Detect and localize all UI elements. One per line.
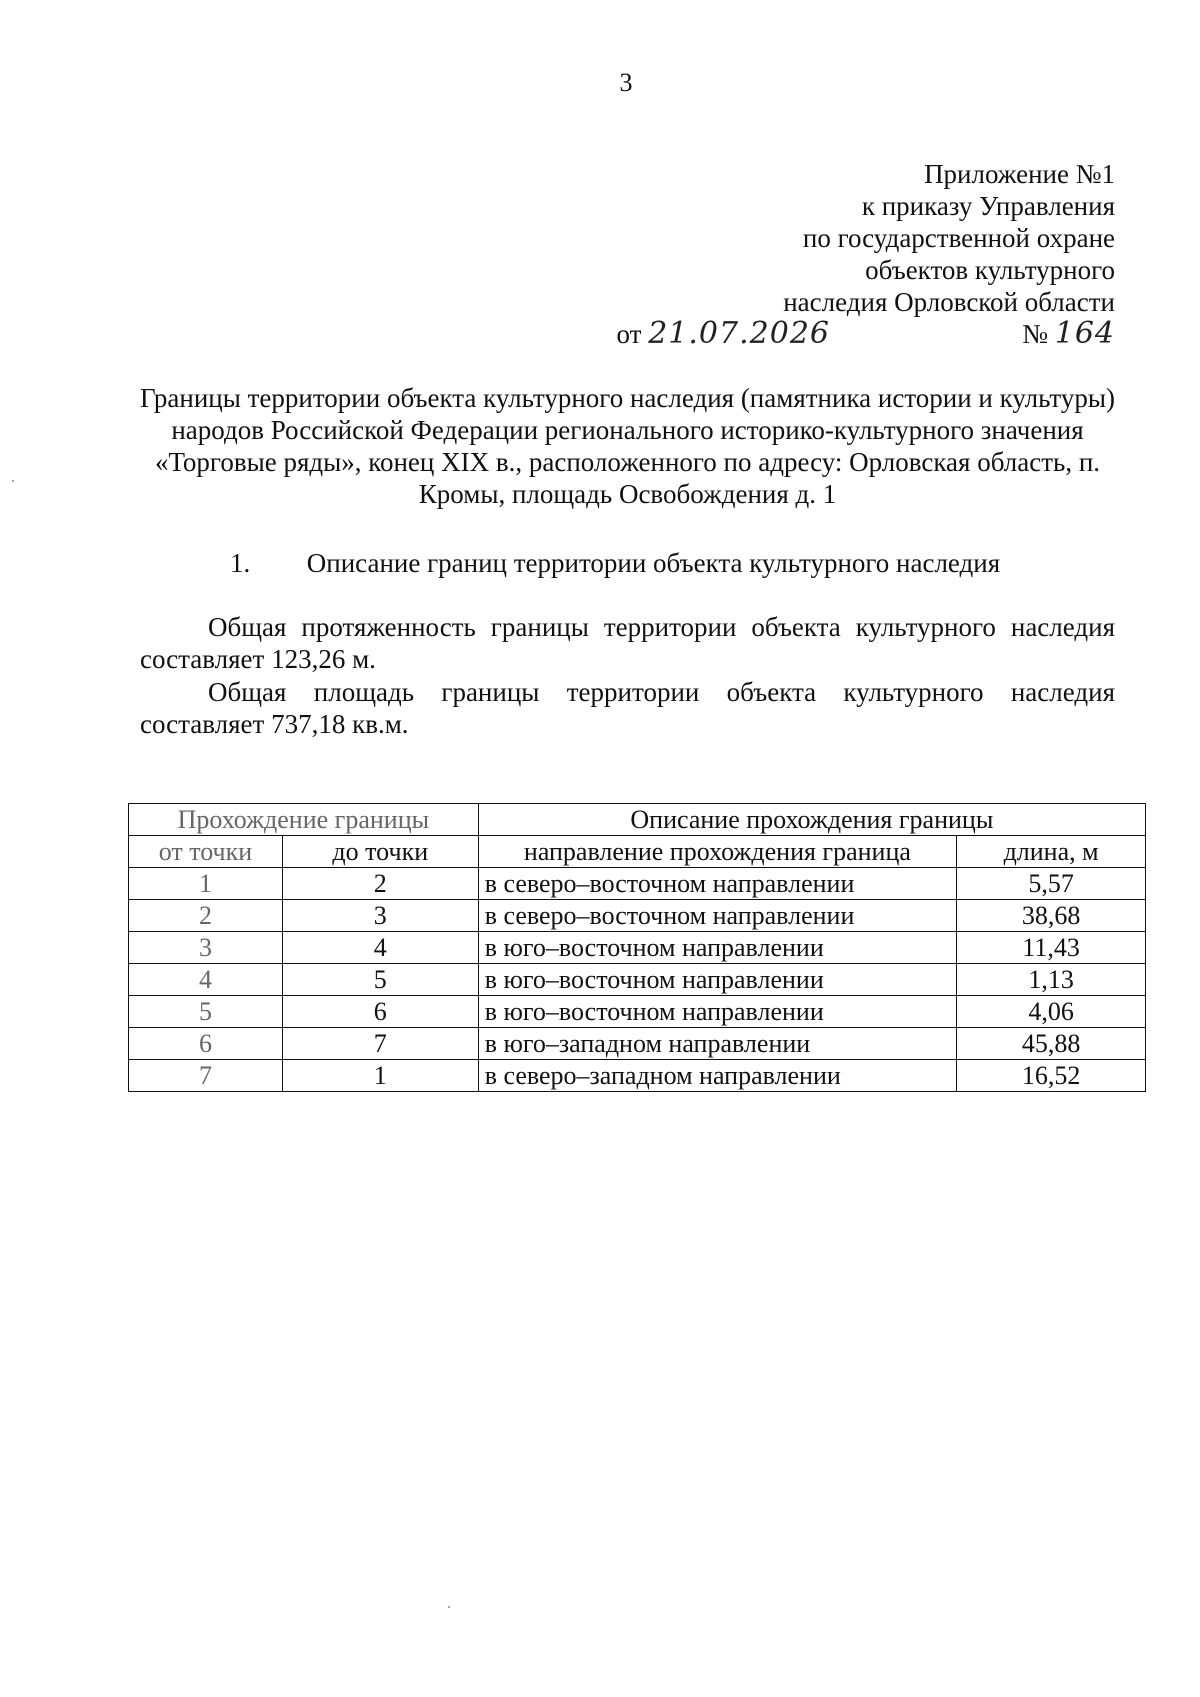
to-point-cell: 7 <box>282 1028 478 1060</box>
document-title: Границы территории объекта культурного наследия (памятника истории и культуры) народов Российской Федерации регионального историко-культурного значения «Торговые ряды», конец XIX в., расположенного по адресу: Орловская область, п. Кромы, площадь Освобождения д. 1 <box>140 383 1115 509</box>
length-cell: 45,88 <box>957 1028 1146 1060</box>
appendix-line: объектов культурного <box>865 255 1115 285</box>
boundary-length-paragraph: Общая протяженность границы территории объекта культурного наследия составляет 123,26 м. <box>140 612 1115 674</box>
to-point-cell: 6 <box>282 996 478 1028</box>
length-cell: 11,43 <box>957 932 1146 964</box>
to-point-cell: 3 <box>282 900 478 932</box>
appendix-line: к приказу Управления <box>861 191 1115 221</box>
from-point-cell: 7 <box>129 1060 283 1092</box>
boundary-table <box>128 803 1146 1092</box>
to-point-cell: 4 <box>282 932 478 964</box>
table-row <box>129 996 1146 1028</box>
handwritten-date: 21.07.2026 <box>648 316 830 351</box>
table-row <box>129 900 1146 932</box>
from-point-cell: 5 <box>129 996 283 1028</box>
table-row <box>129 1028 1146 1060</box>
to-point-cell: 2 <box>282 868 478 900</box>
section-heading <box>230 548 1000 579</box>
table-group-header: Описание прохождения границы <box>478 804 1145 836</box>
to-point-cell: 5 <box>282 964 478 996</box>
length-cell: 16,52 <box>957 1060 1146 1092</box>
direction-cell: в юго–восточном направлении <box>478 996 956 1028</box>
direction-cell: в юго–восточном направлении <box>478 964 956 996</box>
direction-cell: в юго–восточном направлении <box>478 932 956 964</box>
boundary-area-paragraph: Общая площадь границы территории объекта культурного наследия составляет 737,18 кв.м. <box>140 677 1115 739</box>
page-number: 3 <box>619 68 633 97</box>
order-number <box>1022 318 1115 350</box>
from-point-cell: 6 <box>129 1028 283 1060</box>
length-cell: 1,13 <box>957 964 1146 996</box>
table-group-header-row <box>129 804 1146 836</box>
appendix-block <box>595 158 1115 352</box>
section-number: 1. <box>230 548 251 578</box>
from-point-cell: 4 <box>129 964 283 996</box>
length-cell: 4,06 <box>957 996 1146 1028</box>
table-column-header: длина, м <box>957 836 1146 868</box>
from-point-cell: 2 <box>129 900 283 932</box>
appendix-line: по государственной охране <box>802 223 1115 253</box>
table-column-header: от точки <box>129 836 283 868</box>
table-row <box>129 868 1146 900</box>
table-row <box>129 932 1146 964</box>
from-point-cell: 1 <box>129 868 283 900</box>
handwritten-number: 164 <box>1054 316 1115 351</box>
direction-cell: в северо–западном направлении <box>478 1060 956 1092</box>
direction-cell: в юго–западном направлении <box>478 1028 956 1060</box>
from-label: от <box>616 319 642 349</box>
table-row <box>129 964 1146 996</box>
scan-speck <box>448 1606 450 1608</box>
table-column-header: направление прохождения граница <box>478 836 956 868</box>
order-date-number-line <box>595 318 1115 352</box>
table-row <box>129 1060 1146 1092</box>
appendix-line: наследия Орловской области <box>783 287 1115 317</box>
table-column-header: до точки <box>282 836 478 868</box>
table-column-header-row <box>129 836 1146 868</box>
from-point-cell: 3 <box>129 932 283 964</box>
appendix-line: Приложение №1 <box>924 159 1115 189</box>
length-cell: 5,57 <box>957 868 1146 900</box>
direction-cell: в северо–восточном направлении <box>478 900 956 932</box>
number-label: № <box>1022 319 1048 349</box>
direction-cell: в северо–восточном направлении <box>478 868 956 900</box>
section-title: Описание границ территории объекта культурного наследия <box>306 548 1001 578</box>
to-point-cell: 1 <box>282 1060 478 1092</box>
table-group-header: Прохождение границы <box>129 804 479 836</box>
scan-speck <box>12 480 14 482</box>
length-cell: 38,68 <box>957 900 1146 932</box>
order-date <box>617 318 830 350</box>
